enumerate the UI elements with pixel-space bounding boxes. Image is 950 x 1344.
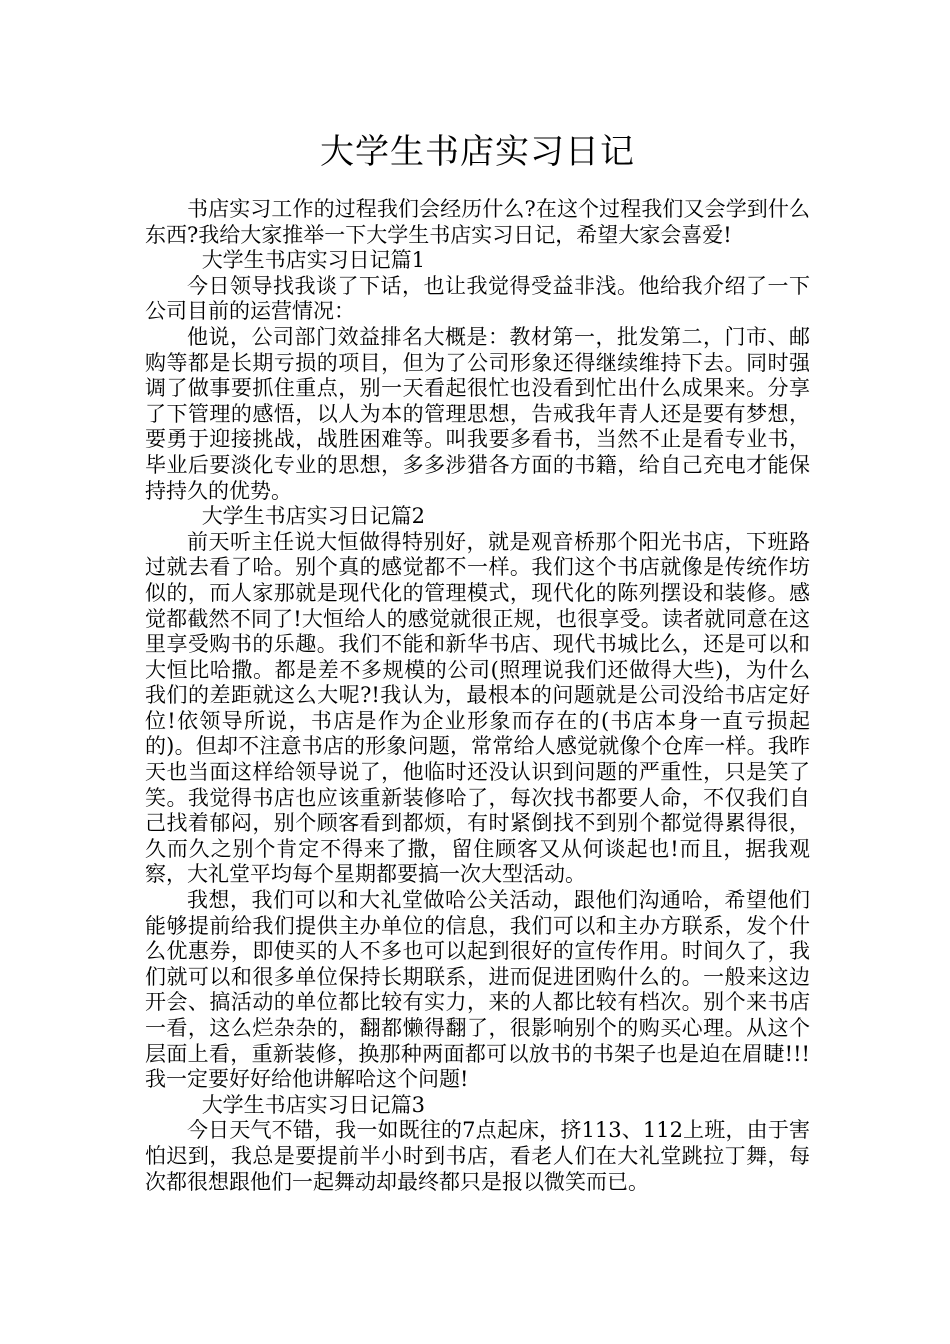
document-page xyxy=(145,0,810,1195)
section-heading-3: 大学生书店实习日记篇3 xyxy=(201,1092,426,1117)
section-3-paragraph-1: 今日天气不错，我一如既往的7点起床，挤113、112上班，由于害怕迟到，我总是要提前半小时到书店，看老人们在大礼堂跳拉丁舞，每次都很想跟他们一起舞动却最终都只是报以微笑而已。 xyxy=(145,1118,810,1194)
section-2-paragraph-2: 我想，我们可以和大礼堂做哈公关活动，跟他们沟通哈，希望他们能够提前给我们提供主办单位的信息，我们可以和主办方联系，发个什么优惠券，即使买的人不多也可以起到很好的宣传作用。时间久了，我们就可以和很多单位保持长期联系，进而促进团购什么的。一般来这边开会、搞活动的单位都比较有实力，来的人都比较有档次。别个来书店一看，这么烂杂杂的，翻都懒得翻了，很影响别个的购买心理。从这个层面上看，重新装修，换那种两面都可以放书的书架子也是迫在眉睫!!!我一定要好好给他讲解哈这个问题! xyxy=(145,888,810,1092)
section-heading-2: 大学生书店实习日记篇2 xyxy=(201,504,426,529)
section-heading-1: 大学生书店实习日记篇1 xyxy=(201,248,426,273)
intro-paragraph: 书店实习工作的过程我们会经历什么?在这个过程我们又会学到什么东西?我给大家推举一下大学生书店实习日记，希望大家会喜爱! xyxy=(145,197,810,247)
section-1-paragraph-2: 他说，公司部门效益排名大概是：教材第一，批发第二，门市、邮购等都是长期亏损的项目，但为了公司形象还得继续维持下去。同时强调了做事要抓住重点，别一天看起很忙也没看到忙出什么成果来。分享了下管理的感悟，以人为本的管理思想，告戒我年青人还是要有梦想，要勇于迎接挑战，战胜困难等。叫我要多看书，当然不止是看专业书，毕业后要淡化专业的思想，多多涉猎各方面的书籍，给自己充电才能保持持久的优势。 xyxy=(145,324,810,503)
document-body xyxy=(145,197,810,1195)
document-title: 大学生书店实习日记 xyxy=(320,132,635,172)
section-1-paragraph-1: 今日领导找我谈了下话，也让我觉得受益非浅。他给我介绍了一下公司目前的运营情况： xyxy=(145,273,810,324)
section-2-paragraph-1: 前天听主任说大恒做得特别好，就是观音桥那个阳光书店，下班路过就去看了哈。别个真的感觉都不一样。我们这个书店就像是传统作坊似的，而人家那就是现代化的管理模式，现代化的陈列摆设和装修。感觉都截然不同了!大恒给人的感觉就很正规，也很享受。读者就同意在这里享受购书的乐趣。我们不能和新华书店、现代书城比么，还是可以和大恒比哈撒。都是差不多规模的公司(照理说我们还做得大些)，为什么我们的差距就这么大呢?!我认为，最根本的问题就是公司没给书店定好位!依领导所说，书店是作为企业形象而存在的(书店本身一直亏损起的)。但却不注意书店的形象问题，常常给人感觉就像个仓库一样。我昨天也当面这样给领导说了，他临时还没认识到问题的严重性，只是笑了笑。我觉得书店也应该重新装修哈了，每次找书都要人命，不仅我们自己找着郁闷，别个顾客看到都烦，有时紧倒找不到别个都觉得累得很，久而久之别个肯定不得来了撒，留住顾客又从何谈起也!而且，据我观察，大礼堂平均每个星期都要搞一次大型活动。 xyxy=(145,529,810,887)
